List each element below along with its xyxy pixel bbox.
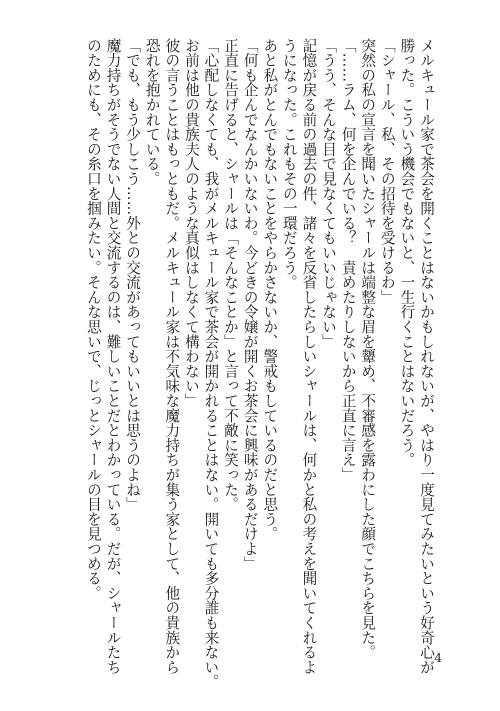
- text-line: うになった。これもその一環だろう。: [280, 38, 298, 290]
- text-line: 「シャール、私、その招待を受けるわ」: [378, 38, 396, 305]
- text-line: 「何も企んでなんかいないわ。今どきの令嬢が開くお茶会に興味があるだけよ」: [241, 38, 259, 571]
- text-line: 「……ラム、何を企んでいる？ 責めたりしないから正直に言え」: [339, 38, 357, 482]
- vertical-text-body: [83, 38, 436, 690]
- page-number: 4: [434, 651, 442, 665]
- text-line: 魔力持ちがそうでない人間と交流するのは、難しいことだとわかっている。だが、シャールたち: [104, 38, 122, 675]
- text-line: あと私がとんでもないことをやらかさないか、警戒もしているのだと思う。: [261, 38, 279, 542]
- text-line: 勝った。こういう機会でもないと、一生行くことはないだろう。: [398, 38, 416, 468]
- text-line: 恐れを抱かれている。: [143, 38, 161, 186]
- text-line: 突然の私の宣言を聞いたシャールは端整な眉を顰め、不審感を露わにした顔でこちらを見た。: [359, 38, 377, 660]
- text-line: 記憶が戻る前の過去の件、諸々を反省したらしいシャールは、何かと私の考えを聞いてくれるよ: [300, 38, 318, 675]
- text-line: 正直に告げると、シャールは「そんなことか」と言って不敵に笑った。: [222, 38, 240, 512]
- text-line: 「でも、もう少しこう……外との交流があってもいいとは思うのよね」: [124, 38, 142, 512]
- text-line: 「心配しなくても、我がメルキュール家で茶会が開かれることはない。開いても多分誰も来ない。: [202, 38, 220, 690]
- text-line: 「うう、そんな目で見なくてもいいじゃない」: [320, 38, 338, 349]
- text-line: のためにも、その糸口を掴みたい。そんな思いで、じっとシャールの目を見つめる。: [84, 38, 102, 601]
- text-line: 彼の言うことはもっともだ。メルキュール家は不気味な魔力持ちが集う家として、他の貴族から: [163, 38, 181, 675]
- text-line: メルキュール家で茶会を開くことはないかもしれないが、やはり一度見てみたいという好奇心が: [418, 38, 435, 675]
- text-line: お前は他の貴族夫人のような真似はしなくて構わない」: [182, 38, 200, 408]
